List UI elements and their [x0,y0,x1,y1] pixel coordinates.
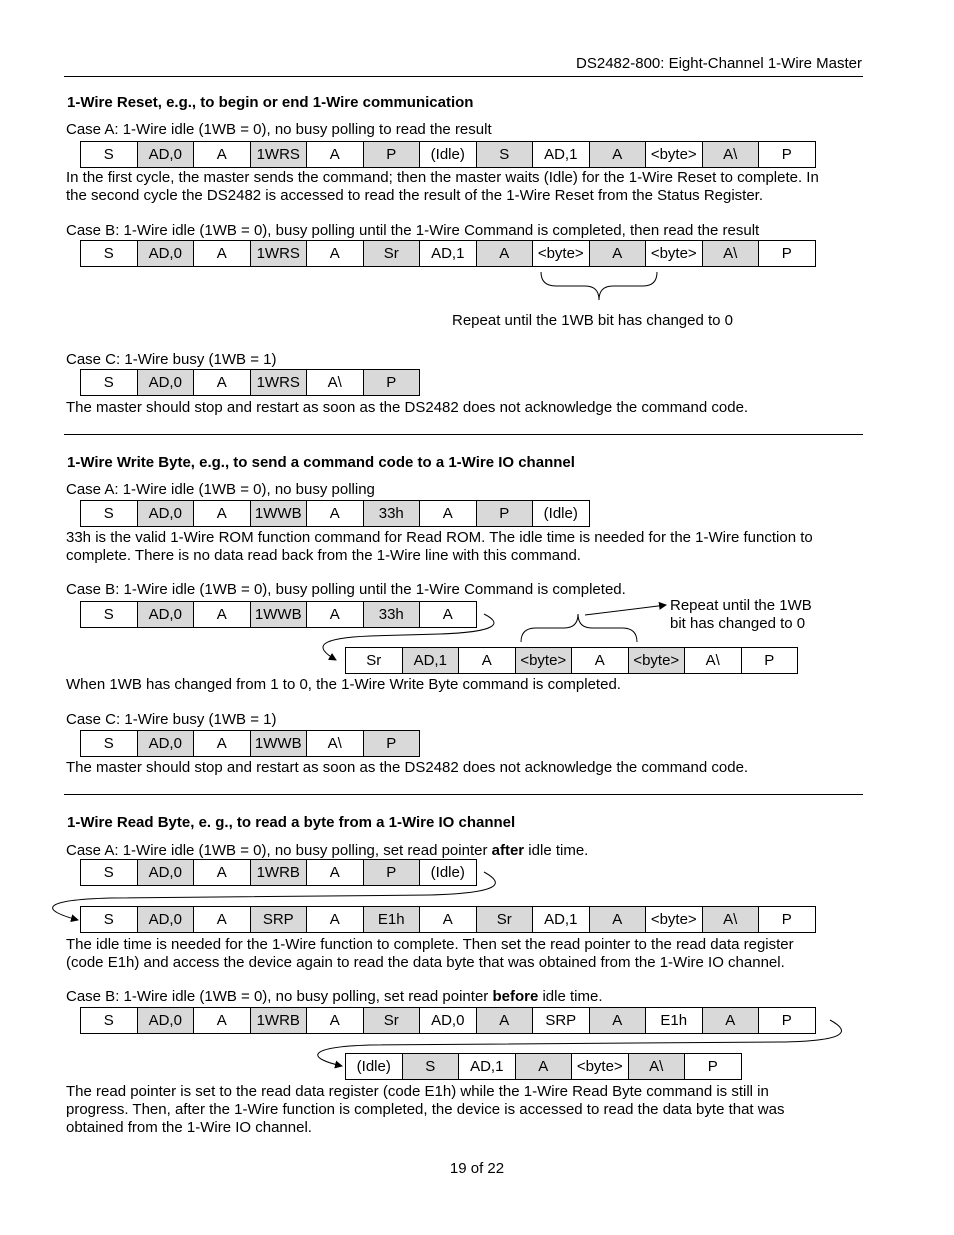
sequence-cell: A [193,369,251,396]
sequence-cell: S [80,859,138,886]
sequence-cell: A [306,141,364,168]
sequence-cell: A [476,1007,534,1034]
sequence-cell: AD,1 [402,647,460,674]
sequence-cell: AD,0 [137,906,195,933]
write-case-b-repeat-line2: bit has changed to 0 [670,615,806,632]
sequence-cell: <byte> [515,647,573,674]
sequence-cell: S [80,240,138,267]
read-case-b-sequence-2 [345,1053,742,1080]
sequence-cell: A [589,141,647,168]
sequence-cell: (Idle) [419,859,477,886]
sequence-cell: A [193,859,251,886]
sequence-cell: Sr [363,240,421,267]
reset-case-c-sequence [80,369,420,396]
sequence-cell: AD,0 [137,601,195,628]
sequence-cell: S [80,500,138,527]
sequence-cell: 33h [363,500,421,527]
sequence-cell: A [589,906,647,933]
read-case-b-desc-line2: progress. Then, after the 1-Wire function is completed, the device is accessed to read the data byte that was [66,1101,785,1118]
sequence-cell: S [402,1053,460,1080]
sequence-cell: A [702,1007,760,1034]
sequence-cell: E1h [645,1007,703,1034]
sequence-cell: <byte> [645,240,703,267]
sequence-cell: (Idle) [345,1053,403,1080]
sequence-cell: 1WRS [250,240,308,267]
reset-case-a-desc-line2: the second cycle the DS2482 is accessed to read the result of the 1-Wire Reset from the Status Register. [66,187,764,204]
sequence-cell: A [306,859,364,886]
sequence-cell: Sr [345,647,403,674]
sequence-cell: 1WRS [250,369,308,396]
sequence-cell: AD,0 [137,141,195,168]
write-case-a-desc-line1: 33h is the valid 1-Wire ROM function command for Read ROM. The idle time is needed for the 1-Wire function to [66,529,813,546]
read-case-b-sequence-1 [80,1007,816,1034]
reset-case-b-label: Case B: 1-Wire idle (1WB = 0), busy polling until the 1-Wire Command is completed, then read the result [66,222,760,239]
sequence-cell: A [306,601,364,628]
read-case-a-sequence-1 [80,859,477,886]
sequence-cell: A [193,730,251,757]
write-case-b-label: Case B: 1-Wire idle (1WB = 0), busy polling until the 1-Wire Command is completed. [66,581,626,598]
sequence-cell: S [476,141,534,168]
sequence-cell: <byte> [628,647,686,674]
reset-case-b-sequence [80,240,816,267]
sequence-cell: A [476,240,534,267]
sequence-cell: P [476,500,534,527]
read-case-a-desc-line1: The idle time is needed for the 1-Wire function to complete. Then set the read pointer to the read data register [66,936,794,953]
sequence-cell: P [684,1053,742,1080]
sequence-cell: 1WRB [250,1007,308,1034]
read-case-b-desc-line1: The read pointer is set to the read data register (code E1h) while the 1-Wire Read Byte command is still in [66,1083,769,1100]
sequence-cell: 1WWB [250,601,308,628]
sequence-cell: A\ [702,906,760,933]
section-divider-2 [64,794,863,795]
sequence-cell: (Idle) [419,141,477,168]
sequence-cell: AD,0 [419,1007,477,1034]
sequence-cell: A [193,240,251,267]
write-case-b-sequence-2 [345,647,798,674]
sequence-cell: E1h [363,906,421,933]
sequence-cell: A [458,647,516,674]
sequence-cell: A\ [628,1053,686,1080]
sequence-cell: A [306,240,364,267]
sequence-cell: <byte> [532,240,590,267]
sequence-cell: A [419,500,477,527]
sequence-cell: P [758,240,816,267]
read-heading: 1-Wire Read Byte, e. g., to read a byte from a 1-Wire IO channel [67,814,516,831]
sequence-cell: AD,0 [137,1007,195,1034]
sequence-cell: P [363,859,421,886]
sequence-cell: A [589,1007,647,1034]
sequence-cell: A\ [684,647,742,674]
write-case-a-label: Case A: 1-Wire idle (1WB = 0), no busy polling [66,481,375,498]
write-case-c-label: Case C: 1-Wire busy (1WB = 1) [66,711,277,728]
sequence-cell: 1WRS [250,141,308,168]
reset-case-a-desc-line1: In the first cycle, the master sends the command; then the master waits (Idle) for the 1-Wire Reset to complete. In [66,169,819,186]
write-case-b-sequence-1 [80,601,477,628]
sequence-cell: AD,1 [532,906,590,933]
read-case-a-sequence-2 [80,906,816,933]
sequence-cell: A [419,601,477,628]
header-divider [64,76,863,77]
sequence-cell: A [193,141,251,168]
sequence-cell: S [80,730,138,757]
page-header-title: DS2482-800: Eight-Channel 1-Wire Master [576,55,862,72]
sequence-cell: (Idle) [532,500,590,527]
sequence-cell: <byte> [571,1053,629,1080]
write-repeat-arrow [585,605,666,615]
section-divider-1 [64,434,863,435]
write-case-a-desc-line2: complete. There is no data read back from the 1-Wire line with this command. [66,547,581,564]
sequence-cell: A\ [702,141,760,168]
reset-heading: 1-Wire Reset, e.g., to begin or end 1-Wire communication [67,94,474,111]
sequence-cell: P [758,906,816,933]
write-case-b-desc: When 1WB has changed from 1 to 0, the 1-Wire Write Byte command is completed. [66,676,621,693]
sequence-cell: S [80,369,138,396]
write-case-c-sequence [80,730,420,757]
sequence-cell: A [589,240,647,267]
reset-case-a-sequence [80,141,816,168]
reset-case-b-repeat-note: Repeat until the 1WB bit has changed to 0 [452,312,734,329]
sequence-cell: AD,0 [137,859,195,886]
sequence-cell: 1WRB [250,859,308,886]
sequence-cell: S [80,141,138,168]
sequence-cell: S [80,906,138,933]
sequence-cell: 1WWB [250,500,308,527]
reset-case-c-desc: The master should stop and restart as soon as the DS2482 does not acknowledge the command code. [66,399,749,416]
sequence-cell: AD,0 [137,240,195,267]
sequence-cell: AD,1 [458,1053,516,1080]
sequence-cell: A\ [306,730,364,757]
sequence-cell: Sr [363,1007,421,1034]
sequence-cell: A [306,1007,364,1034]
sequence-cell: <byte> [645,906,703,933]
sequence-cell: P [758,1007,816,1034]
write-case-c-desc: The master should stop and restart as soon as the DS2482 does not acknowledge the command code. [66,759,749,776]
sequence-cell: <byte> [645,141,703,168]
sequence-cell: A [515,1053,573,1080]
sequence-cell: P [363,730,421,757]
sequence-cell: S [80,1007,138,1034]
reset-case-a-label: Case A: 1-Wire idle (1WB = 0), no busy polling to read the result [66,121,492,138]
sequence-cell: AD,0 [137,730,195,757]
sequence-cell: P [363,369,421,396]
sequence-cell: A [571,647,629,674]
page-number: 19 of 22 [449,1160,505,1177]
sequence-cell: SRP [532,1007,590,1034]
sequence-cell: SRP [250,906,308,933]
sequence-cell: AD,0 [137,369,195,396]
sequence-cell: P [363,141,421,168]
sequence-cell: A [193,906,251,933]
sequence-cell: P [741,647,799,674]
sequence-cell: AD,1 [419,240,477,267]
sequence-cell: P [758,141,816,168]
sequence-cell: Sr [476,906,534,933]
sequence-cell: 33h [363,601,421,628]
read-case-a-label: Case A: 1-Wire idle (1WB = 0), no busy polling, set read pointer after idle time. [66,842,589,859]
sequence-cell: A [306,906,364,933]
reset-repeat-brace [541,272,657,300]
sequence-cell: A [193,1007,251,1034]
write-case-a-sequence [80,500,590,527]
sequence-cell: AD,1 [532,141,590,168]
sequence-cell: 1WWB [250,730,308,757]
read-case-b-label: Case B: 1-Wire idle (1WB = 0), no busy polling, set read pointer before idle time. [66,988,603,1005]
sequence-cell: A\ [306,369,364,396]
write-heading: 1-Wire Write Byte, e.g., to send a command code to a 1-Wire IO channel [67,454,575,471]
sequence-cell: A [419,906,477,933]
sequence-cell: A [306,500,364,527]
write-repeat-brace [521,614,637,642]
write-case-b-repeat-line1: Repeat until the 1WB [670,597,812,614]
sequence-cell: A [193,601,251,628]
sequence-cell: AD,0 [137,500,195,527]
sequence-cell: A\ [702,240,760,267]
sequence-cell: S [80,601,138,628]
read-case-b-desc-line3: obtained from the 1-Wire IO channel. [66,1119,312,1136]
sequence-cell: A [193,500,251,527]
reset-case-c-label: Case C: 1-Wire busy (1WB = 1) [66,351,277,368]
read-case-a-desc-line2: (code E1h) and access the device again to read the data byte that was obtained from the 1-Wire IO channel. [66,954,785,971]
